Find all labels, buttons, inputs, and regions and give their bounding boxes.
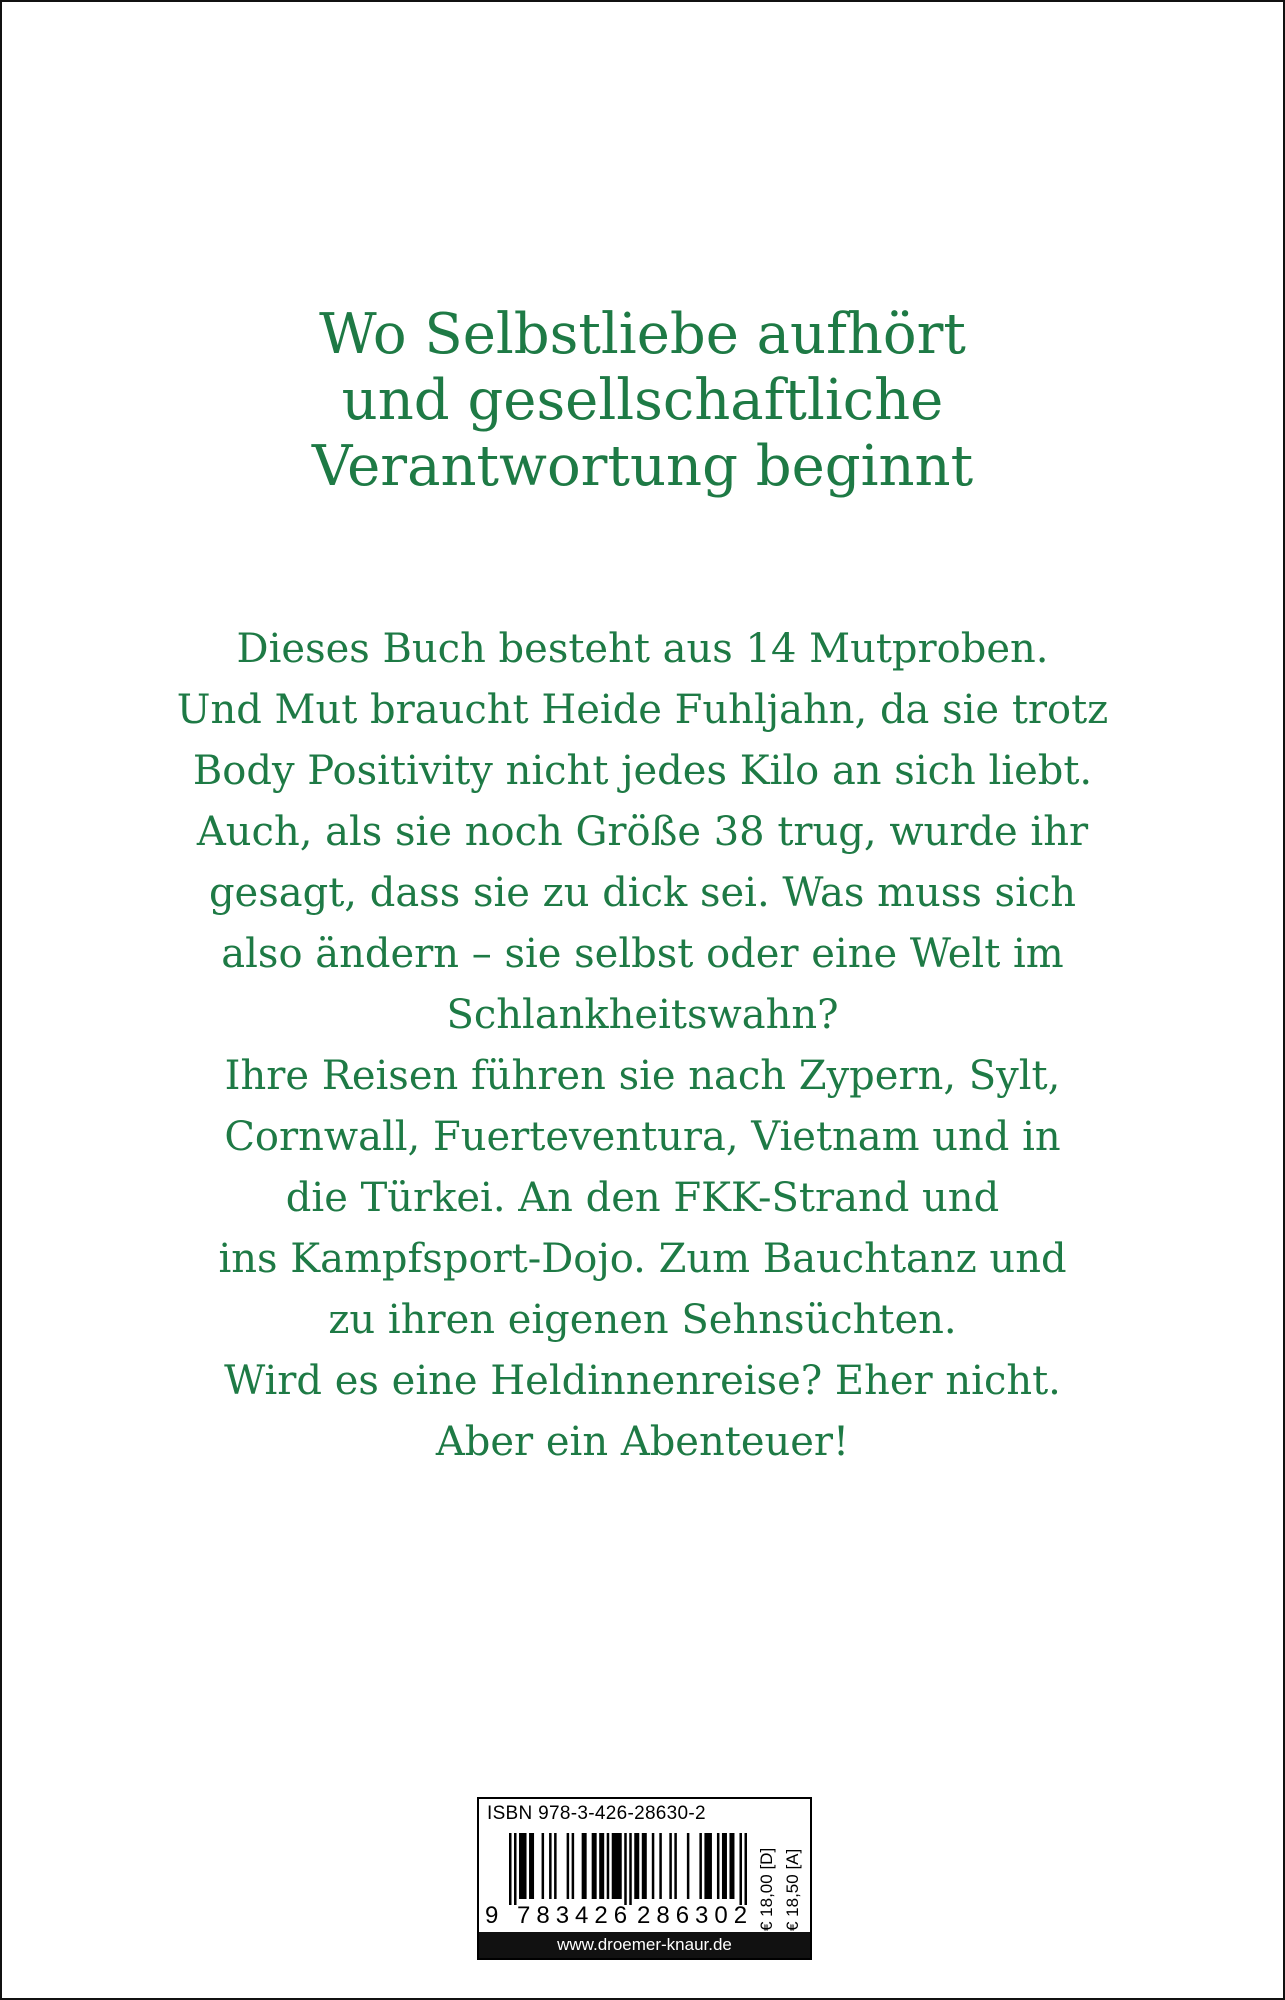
ean-right-group: 286302 [637, 1902, 754, 1929]
barcode-bar [722, 1833, 727, 1899]
barcode-bar [652, 1833, 655, 1899]
barcode-bar [567, 1833, 570, 1899]
blurb-line: ins Kampfsport-Dojo. Zum Bauchtanz und [218, 1236, 1067, 1282]
barcode-bar [607, 1833, 610, 1899]
barcode-bar [624, 1833, 627, 1905]
headline-line: und gesellschaftliche [341, 368, 944, 433]
barcode-bar [549, 1833, 552, 1899]
barcode-bar [744, 1833, 747, 1905]
blurb-line: Schlankheitswahn? [446, 992, 839, 1038]
blurb-line: Ihre Reisen führen sie nach Zypern, Sylt, [224, 1053, 1061, 1099]
barcode-bar [529, 1833, 534, 1899]
barcode-bar [572, 1833, 575, 1899]
barcode-bar [739, 1833, 742, 1905]
barcode-bar [687, 1833, 690, 1899]
barcode-bar [704, 1833, 712, 1899]
barcode-bar [514, 1833, 517, 1905]
barcode-bar [634, 1833, 639, 1899]
isbn-label: ISBN 978-3-426-28630-2 [487, 1803, 706, 1824]
blurb-line: zu ihren eigenen Sehnsüchten. [328, 1297, 957, 1343]
headline-line: Wo Selbstliebe aufhört [319, 302, 966, 367]
barcode-block [477, 1797, 812, 1960]
ean-digits [485, 1902, 754, 1929]
publisher-url: www.droemer-knaur.de [479, 1932, 810, 1958]
blurb-line: Dieses Buch besteht aus 14 Mutproben. [236, 626, 1049, 672]
blurb-line: Wird es eine Heldinnenreise? Eher nicht. [224, 1358, 1061, 1404]
blurb-line: gesagt, dass sie zu dick sei. Was muss sich [208, 870, 1077, 916]
barcode-bars [509, 1833, 747, 1905]
price-austria: € 18,50 [A] [783, 1848, 802, 1931]
price-germany: € 18,00 [D] [757, 1847, 776, 1931]
barcode-bar [717, 1833, 720, 1899]
ean-first-digit: 9 [485, 1902, 499, 1929]
barcode-bar [629, 1833, 632, 1905]
blurb-line: also ändern – sie selbst oder eine Welt im [221, 931, 1064, 977]
blurb-line: Und Mut braucht Heide Fuhljahn, da sie trotz [176, 687, 1109, 733]
blurb-line: Aber ein Abenteuer! [435, 1419, 850, 1465]
barcode-bar [669, 1833, 672, 1899]
ean-left-group: 783426 [517, 1902, 634, 1929]
barcode-bar [659, 1833, 662, 1899]
blurb-line: die Türkei. An den FKK-Strand und [285, 1175, 1000, 1221]
blurb-line: Cornwall, Fuerteventura, Vietnam und in [224, 1114, 1061, 1160]
barcode-bar [509, 1833, 512, 1905]
blurb-text [2, 619, 1283, 1473]
barcode-bar [519, 1833, 527, 1899]
barcode-bar [642, 1833, 647, 1899]
barcode-bar [542, 1833, 545, 1899]
barcode-bar [599, 1833, 604, 1899]
price-block [753, 1829, 809, 1931]
barcode-bar [554, 1833, 557, 1899]
barcode-bar [592, 1833, 597, 1899]
barcode-bar [699, 1833, 702, 1899]
barcode-bar [582, 1833, 587, 1899]
headline [2, 302, 1283, 500]
blurb-line: Auch, als sie noch Größe 38 trug, wurde ihr [196, 809, 1089, 855]
barcode-bar [729, 1833, 734, 1899]
headline-line: Verantwortung beginnt [311, 434, 974, 499]
blurb-line: Body Positivity nicht jedes Kilo an sich liebt. [192, 748, 1093, 794]
barcode-bar [612, 1833, 622, 1899]
barcode-bar [674, 1833, 677, 1899]
